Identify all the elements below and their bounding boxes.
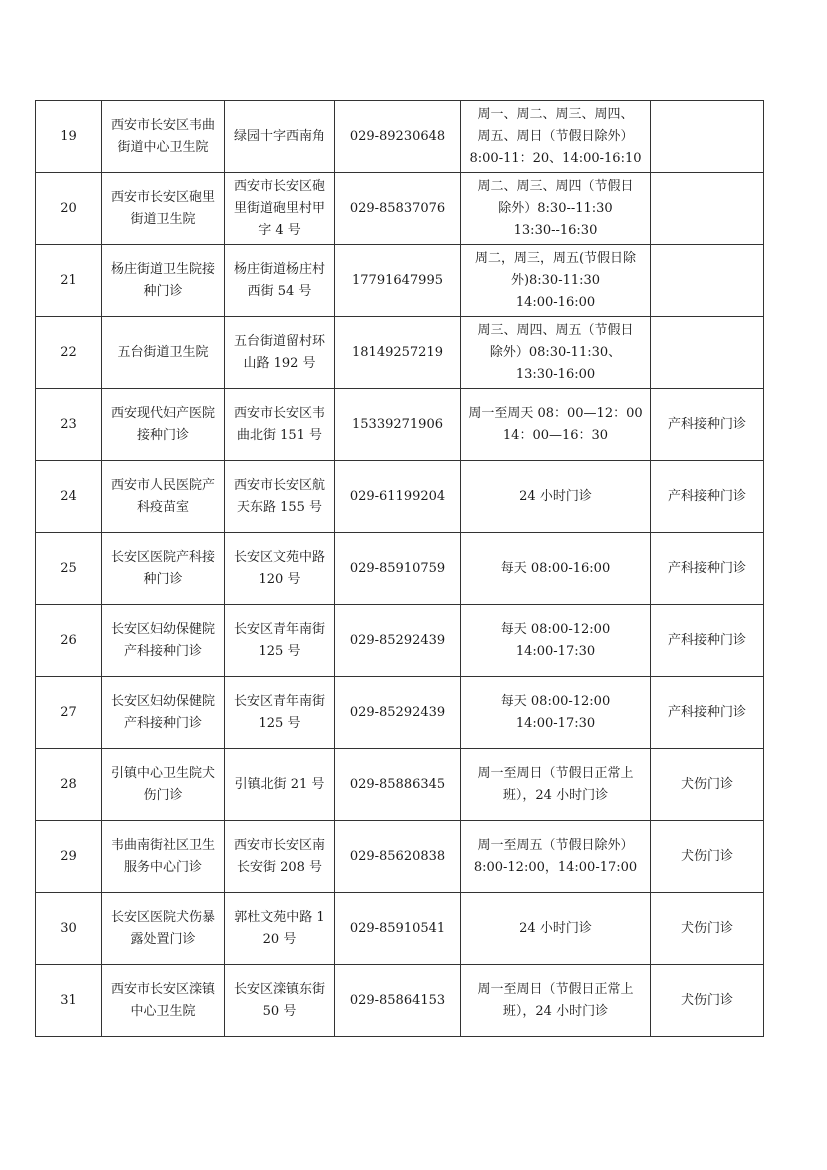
- clinic-address: 西安市长安区航天东路 155 号: [225, 461, 335, 533]
- clinic-table: [35, 100, 764, 1037]
- table-row: [36, 821, 764, 893]
- table-row: [36, 605, 764, 677]
- clinic-name: 韦曲南街社区卫生服务中心门诊: [102, 821, 225, 893]
- table-row: [36, 533, 764, 605]
- clinic-address: 西安市长安区砲里街道砲里村甲字 4 号: [225, 173, 335, 245]
- clinic-phone: 15339271906: [335, 389, 461, 461]
- clinic-address: 西安市长安区韦曲北街 151 号: [225, 389, 335, 461]
- table-row: [36, 173, 764, 245]
- clinic-note: [651, 317, 764, 389]
- clinic-note: [651, 245, 764, 317]
- clinic-note: 犬伤门诊: [651, 965, 764, 1037]
- table-row: [36, 317, 764, 389]
- row-number: 28: [36, 749, 102, 821]
- clinic-phone: 17791647995: [335, 245, 461, 317]
- clinic-hours: 周一至周日（节假日正常上 班），24 小时门诊: [461, 965, 651, 1037]
- table-row: [36, 677, 764, 749]
- row-number: 24: [36, 461, 102, 533]
- clinic-hours: 每天 08:00-16:00: [461, 533, 651, 605]
- row-number: 31: [36, 965, 102, 1037]
- clinic-address: 五台街道留村环山路 192 号: [225, 317, 335, 389]
- clinic-name: 西安市长安区韦曲街道中心卫生院: [102, 101, 225, 173]
- table-row: [36, 893, 764, 965]
- clinic-address: 西安市长安区南长安街 208 号: [225, 821, 335, 893]
- row-number: 26: [36, 605, 102, 677]
- row-number: 21: [36, 245, 102, 317]
- table-row: [36, 461, 764, 533]
- clinic-note: [651, 173, 764, 245]
- row-number: 20: [36, 173, 102, 245]
- clinic-hours: 周二，周三，周五(节假日除 外)8:30-11:30 14:00-16:00: [461, 245, 651, 317]
- clinic-name: 西安现代妇产医院接种门诊: [102, 389, 225, 461]
- clinic-phone: 029-85837076: [335, 173, 461, 245]
- clinic-phone: 029-61199204: [335, 461, 461, 533]
- clinic-phone: 029-85886345: [335, 749, 461, 821]
- clinic-hours: 周一至周天 08：00—12：00 14：00—16：30: [461, 389, 651, 461]
- clinic-address: 长安区文苑中路 120 号: [225, 533, 335, 605]
- clinic-hours: 周一、周二、周三、周四、 周五、周日（节假日除外） 8:00-11：20、14:00-16:10: [461, 101, 651, 173]
- clinic-name: 西安市人民医院产科疫苗室: [102, 461, 225, 533]
- clinic-address: 长安区青年南街 125 号: [225, 677, 335, 749]
- clinic-name: 长安区医院产科接种门诊: [102, 533, 225, 605]
- clinic-note: 产科接种门诊: [651, 389, 764, 461]
- clinic-hours: 24 小时门诊: [461, 461, 651, 533]
- row-number: 27: [36, 677, 102, 749]
- clinic-address: 长安区青年南街 125 号: [225, 605, 335, 677]
- clinic-note: 犬伤门诊: [651, 893, 764, 965]
- clinic-note: 产科接种门诊: [651, 605, 764, 677]
- clinic-name: 长安区妇幼保健院产科接种门诊: [102, 677, 225, 749]
- clinic-note: [651, 101, 764, 173]
- clinic-hours: 周一至周日（节假日正常上 班），24 小时门诊: [461, 749, 651, 821]
- row-number: 22: [36, 317, 102, 389]
- clinic-name: 长安区妇幼保健院产科接种门诊: [102, 605, 225, 677]
- table-row: [36, 245, 764, 317]
- clinic-phone: 029-89230648: [335, 101, 461, 173]
- clinic-note: 产科接种门诊: [651, 677, 764, 749]
- clinic-address: 绿园十字西南角: [225, 101, 335, 173]
- table-row: [36, 389, 764, 461]
- clinic-note: 产科接种门诊: [651, 533, 764, 605]
- clinic-hours: 周三、周四、周五（节假日 除外）08:30-11:30、 13:30-16:00: [461, 317, 651, 389]
- clinic-address: 郭杜文苑中路 120 号: [225, 893, 335, 965]
- clinic-phone: 029-85292439: [335, 605, 461, 677]
- clinic-phone: 029-85864153: [335, 965, 461, 1037]
- clinic-phone: 029-85910759: [335, 533, 461, 605]
- clinic-name: 长安区医院犬伤暴露处置门诊: [102, 893, 225, 965]
- table-row: [36, 101, 764, 173]
- clinic-hours: 周二、周三、周四（节假日 除外）8:30--11:30 13:30--16:30: [461, 173, 651, 245]
- clinic-address: 杨庄街道杨庄村西街 54 号: [225, 245, 335, 317]
- clinic-hours: 每天 08:00-12:00 14:00-17:30: [461, 605, 651, 677]
- clinic-phone: 029-85910541: [335, 893, 461, 965]
- clinic-note: 产科接种门诊: [651, 461, 764, 533]
- clinic-note: 犬伤门诊: [651, 821, 764, 893]
- row-number: 19: [36, 101, 102, 173]
- clinic-name: 引镇中心卫生院犬伤门诊: [102, 749, 225, 821]
- clinic-name: 西安市长安区滦镇中心卫生院: [102, 965, 225, 1037]
- clinic-note: 犬伤门诊: [651, 749, 764, 821]
- clinic-hours: 24 小时门诊: [461, 893, 651, 965]
- clinic-name: 五台街道卫生院: [102, 317, 225, 389]
- clinic-phone: 18149257219: [335, 317, 461, 389]
- clinic-hours: 每天 08:00-12:00 14:00-17:30: [461, 677, 651, 749]
- clinic-phone: 029-85620838: [335, 821, 461, 893]
- table-row: [36, 965, 764, 1037]
- clinic-name: 西安市长安区砲里街道卫生院: [102, 173, 225, 245]
- clinic-name: 杨庄街道卫生院接种门诊: [102, 245, 225, 317]
- table-row: [36, 749, 764, 821]
- row-number: 30: [36, 893, 102, 965]
- clinic-address: 长安区滦镇东街 50 号: [225, 965, 335, 1037]
- row-number: 23: [36, 389, 102, 461]
- clinic-phone: 029-85292439: [335, 677, 461, 749]
- row-number: 25: [36, 533, 102, 605]
- clinic-hours: 周一至周五（节假日除外） 8:00-12:00，14:00-17:00: [461, 821, 651, 893]
- clinic-address: 引镇北街 21 号: [225, 749, 335, 821]
- row-number: 29: [36, 821, 102, 893]
